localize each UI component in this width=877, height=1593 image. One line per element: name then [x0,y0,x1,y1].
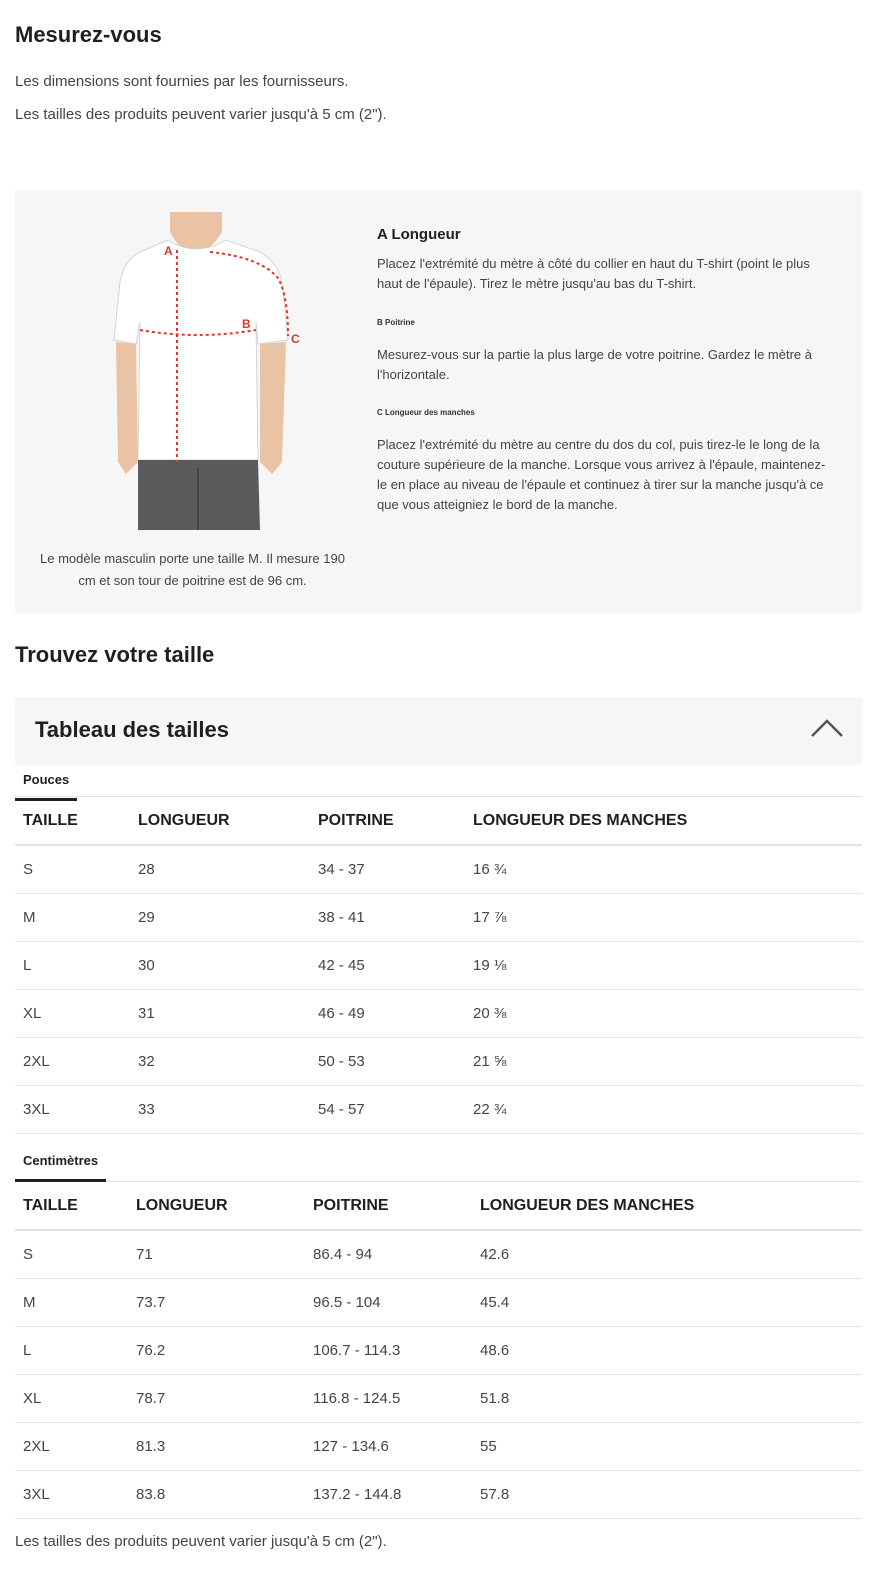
cell-length: 28 [130,845,310,893]
table-row [15,1037,862,1085]
table-row [15,1470,862,1518]
table-row [15,1422,862,1470]
cell-size: L [15,941,130,989]
table-row [15,1085,862,1133]
cell-chest: 50 - 53 [310,1037,465,1085]
table-row [15,893,862,941]
cell-length: 71 [128,1230,305,1278]
cm-tab-bar [15,1150,862,1182]
inches-table-block [15,765,862,1134]
supplier-note: Les dimensions sont fournies par les fournisseurs. [15,73,349,90]
cell-size: L [15,1326,128,1374]
label-b: B [242,317,251,331]
cell-length: 33 [130,1085,310,1133]
cell-sleeve: 21 ⅝ [465,1037,862,1085]
cell-length: 31 [130,989,310,1037]
table-row [15,1278,862,1326]
cell-length: 73.7 [128,1278,305,1326]
length-instructions: Placez l'extrémité du mètre à côté du collier en haut du T-shirt (point le plus haut de l'épaule). Tirez le mètre jusqu'au bas du T-shirt. [377,256,810,291]
chevron-up-icon[interactable] [810,717,844,739]
sleeve-title: C Longueur des manches [377,408,475,417]
header-chest: POITRINE [310,797,465,845]
cell-chest: 46 - 49 [310,989,465,1037]
cell-size: XL [15,989,130,1037]
model-arm-right [260,342,286,474]
chest-instructions: Mesurez-vous sur la partie la plus large de votre poitrine. Gardez le mètre à l'horizontale. [377,347,812,382]
cell-length: 78.7 [128,1374,305,1422]
cell-sleeve: 57.8 [472,1470,862,1518]
model-pants [138,460,260,530]
table-row [15,989,862,1037]
cell-chest: 54 - 57 [310,1085,465,1133]
table-row [15,941,862,989]
cell-chest: 116.8 - 124.5 [305,1374,472,1422]
length-title: A Longueur [377,226,461,243]
header-length: LONGUEUR [128,1182,305,1230]
cell-chest: 96.5 - 104 [305,1278,472,1326]
cell-size: M [15,1278,128,1326]
cell-size: 2XL [15,1422,128,1470]
cell-sleeve: 48.6 [472,1326,862,1374]
header-chest: POITRINE [305,1182,472,1230]
cell-sleeve: 45.4 [472,1278,862,1326]
tab-inches[interactable]: Pouces [15,769,77,801]
cell-size: 3XL [15,1085,130,1133]
cell-size: S [15,1230,128,1278]
table-row [15,845,862,893]
cell-chest: 38 - 41 [310,893,465,941]
table-row [15,1326,862,1374]
model-tshirt-illustration [110,212,310,530]
cell-sleeve: 22 ¾ [465,1085,862,1133]
cell-sleeve: 20 ⅜ [465,989,862,1037]
cell-length: 32 [130,1037,310,1085]
table-header-row [15,797,862,845]
cell-chest: 127 - 134.6 [305,1422,472,1470]
measurement-guide [15,190,862,613]
cell-sleeve: 55 [472,1422,862,1470]
cell-chest: 106.7 - 114.3 [305,1326,472,1374]
table-row [15,1374,862,1422]
header-sleeve-length: LONGUEUR DES MANCHES [472,1182,862,1230]
cell-length: 30 [130,941,310,989]
size-variance-note: Les tailles des produits peuvent varier jusqu'à 5 cm (2"). [15,106,387,123]
cell-chest: 137.2 - 144.8 [305,1470,472,1518]
cell-chest: 42 - 45 [310,941,465,989]
header-length: LONGUEUR [130,797,310,845]
cell-size: M [15,893,130,941]
label-a: A [164,244,173,258]
cell-length: 29 [130,893,310,941]
cell-length: 81.3 [128,1422,305,1470]
cell-length: 83.8 [128,1470,305,1518]
cell-sleeve: 42.6 [472,1230,862,1278]
table-header-row [15,1182,862,1230]
header-size: TAILLE [15,797,130,845]
cell-size: 2XL [15,1037,130,1085]
size-chart-accordion[interactable] [15,697,862,765]
header-size: TAILLE [15,1182,128,1230]
table-row [15,1230,862,1278]
cell-sleeve: 51.8 [472,1374,862,1422]
find-size-title: Trouvez votre taille [15,642,215,667]
chest-title: B Poitrine [377,318,415,327]
cell-chest: 34 - 37 [310,845,465,893]
label-c: C [291,332,300,346]
size-chart-title: Tableau des tailles [35,717,230,742]
header-sleeve-length: LONGUEUR DES MANCHES [465,797,862,845]
footer-variance-note: Les tailles des produits peuvent varier jusqu'à 5 cm (2"). [15,1533,387,1550]
inches-tab-bar [15,765,862,797]
cell-size: S [15,845,130,893]
sleeve-instructions: Placez l'extrémité du mètre au centre du dos du col, puis tirez-le le long de la couture supérieure de la manche. Lorsque vous arrivez à l'épaule, maintenez-le en place au niveau de l'épaule et continuez à tirer sur la manche jusqu'à ce que vous atteigniez le bord de la manche. [377,437,826,512]
model-arm-left [116,342,138,474]
cell-size: 3XL [15,1470,128,1518]
cm-table-block [15,1150,862,1519]
cell-length: 76.2 [128,1326,305,1374]
tab-centimeters[interactable]: Centimètres [15,1150,106,1182]
cell-size: XL [15,1374,128,1422]
cm-size-table [15,1182,862,1519]
cell-chest: 86.4 - 94 [305,1230,472,1278]
cell-sleeve: 19 ⅛ [465,941,862,989]
model-caption: Le modèle masculin porte une taille M. Il mesure 190 cm et son tour de poitrine est de 96 cm. [40,551,345,588]
inches-size-table [15,797,862,1134]
cell-sleeve: 16 ¾ [465,845,862,893]
measure-title: Mesurez-vous [15,22,162,47]
cell-sleeve: 17 ⅞ [465,893,862,941]
